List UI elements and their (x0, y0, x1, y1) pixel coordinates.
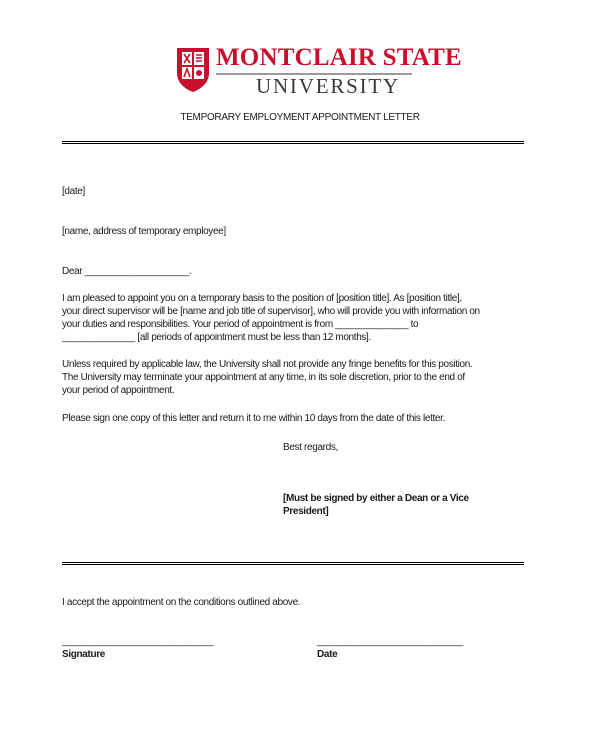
salutation: Dear ____________________. (62, 266, 192, 277)
paragraph-line: your duties and responsibilities. Your period of appointment is from ______________ to (62, 319, 419, 330)
university-shield-icon (176, 47, 210, 93)
header-divider (62, 141, 524, 144)
signature-line: _____________________________ (62, 636, 214, 647)
paragraph-appointment (62, 292, 480, 344)
signer-note-line: [Must be signed by either a Dean or a Vice (283, 493, 469, 504)
paragraph-line: Unless required by applicable law, the University shall not provide any fringe benefits for this position. (62, 359, 473, 370)
date-label: Date (317, 649, 338, 660)
paragraph-line: I am pleased to appoint you on a temporary basis to the position of [position title]. As [position title], (62, 293, 462, 304)
signer-note-line: President] (283, 506, 329, 517)
date-placeholder: [date] (62, 186, 85, 197)
signature-label: Signature (62, 649, 105, 660)
acceptance-statement: I accept the appointment on the conditions outlined above. (62, 597, 301, 608)
brand-name-primary: MONTCLAIR STATE (216, 44, 462, 71)
paragraph-return-instructions: Please sign one copy of this letter and return it to me within 10 days from the date of this letter. (62, 413, 446, 424)
paragraph-line: your direct supervisor will be [name and job title of supervisor], who will provide you with information on (62, 306, 480, 317)
letter-title: TEMPORARY EMPLOYMENT APPOINTMENT LETTER (180, 112, 420, 123)
paragraph-line: The University may terminate your appointment at any time, in its sole discretion, prior to the end of (62, 372, 465, 383)
recipient-placeholder: [name, address of temporary employee] (62, 226, 226, 237)
paragraph-line: your period of appointment. (62, 385, 175, 396)
university-logo (176, 44, 462, 100)
brand-name-secondary: UNIVERSITY (256, 74, 400, 98)
signer-note (283, 492, 469, 518)
acceptance-divider (62, 562, 524, 565)
paragraph-line: ______________ [all periods of appointment must be less than 12 months]. (62, 332, 371, 343)
closing: Best regards, (283, 442, 338, 453)
date-line: ____________________________ (317, 636, 463, 647)
paragraph-benefits (62, 358, 472, 397)
